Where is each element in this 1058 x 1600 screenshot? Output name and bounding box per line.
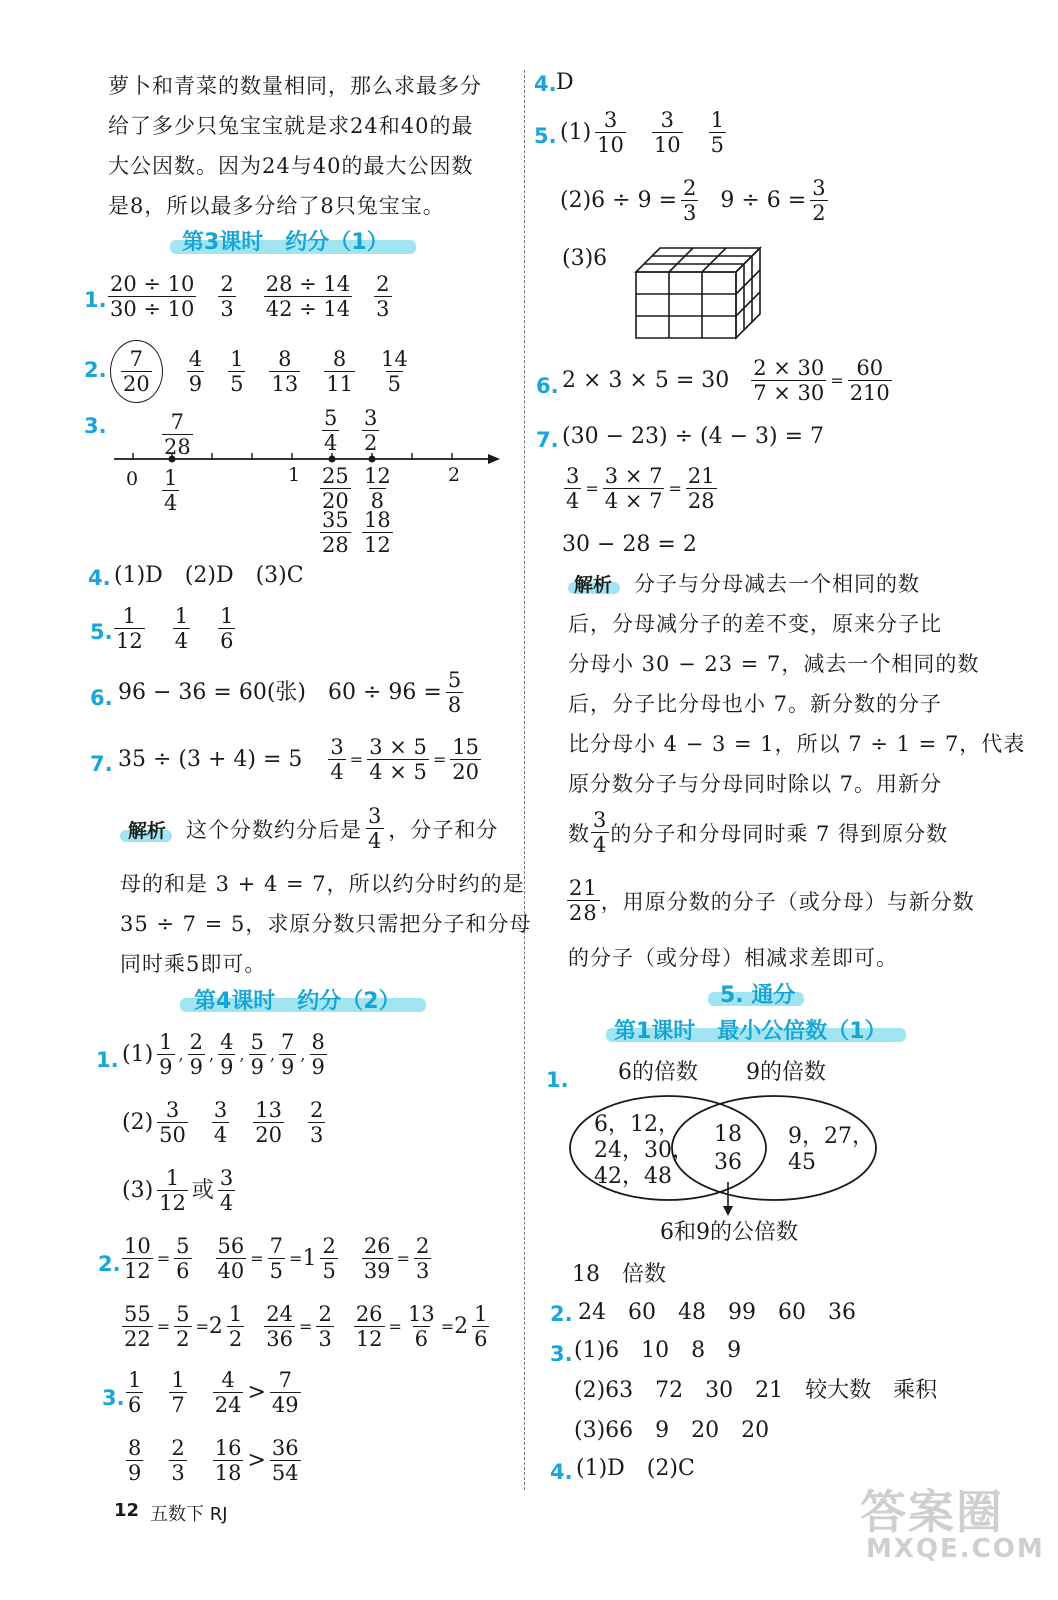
intro-line-1: 萝卜和青菜的数量相同，那么求最多分: [108, 74, 482, 98]
cube-figure: [630, 240, 770, 344]
r-l1-q1-answer: 18 倍数: [572, 1262, 666, 1287]
nl-below-1-4: $\frac{1}{4}$: [164, 466, 178, 515]
section-title: 5. 通分: [720, 983, 796, 1008]
r-jiexi-7: 数 3 4 的分子和分母同时乘 7 得到原分数: [568, 808, 949, 857]
l4-q2-row2: 55 22 = 5 2 = 2 1 2 24 36 = 2 3 26 12 = 13 6 = 2 1 6: [124, 1302, 488, 1351]
l3-q6-answer: 96 − 36 = 60(张) 60 ÷ 96 = $\frac{5}{8}$: [118, 668, 462, 717]
q-number: 1.: [84, 288, 107, 312]
q-number: 2.: [98, 1252, 121, 1276]
r-jiexi-5: 比分母小 4 − 3 = 1，所以 7 ÷ 1 = 7，代表: [568, 732, 1026, 756]
l4-q1-1: (1) 1 9 , 2 9 , 4 9 , 5 9 , 7 9 , 8 9: [122, 1030, 325, 1079]
lesson3-title: 第3课时 约分（1）: [182, 230, 389, 255]
q-number: 5.: [534, 124, 557, 148]
l3-q2-answer: $\frac{7}{20}$ 4 9 1 5 8 13 8 11 14 5: [110, 340, 414, 403]
nl-label-3-2: $\frac{3}{2}$: [364, 406, 378, 455]
lesson4-title: 第4课时 约分（2）: [194, 989, 401, 1014]
nl-below-18-12: $\frac{18}{12}$: [364, 508, 391, 557]
r-jiexi-1: 分子与分母减去一个相同的数: [634, 572, 920, 596]
tick-1: 1: [288, 464, 301, 486]
l4-q1-2: (2) 3 50 3 4 13 20 2 3: [122, 1098, 324, 1147]
nl-below-35-28: $\frac{35}{28}$: [322, 508, 349, 557]
watermark-url: MXQE.COM: [866, 1534, 1045, 1564]
jiexi-label: 解析: [574, 574, 613, 596]
r-l1-q3-3: (3)66 9 20 20: [574, 1418, 770, 1443]
r-jiexi-4: 后，分子比分母也小 7。新分数的分子: [568, 692, 943, 716]
jiexi-line-2: 母的和是 3 + 4 = 7，所以约分时约的是: [120, 872, 525, 896]
venn-mid-1: 18: [714, 1122, 742, 1147]
l4-q3-row1: 1 6 1 7 4 24 > 7 49: [128, 1368, 299, 1417]
l4-q2-row1: 10 12 = 5 6 56 40 = 7 5 = 1 2 5 26 39 = 2 3: [124, 1234, 430, 1283]
nl-below-12-8: $\frac{12}{8}$: [364, 464, 391, 513]
intro-line-4: 是8，所以最多分给了8只兔宝宝。: [108, 194, 445, 218]
r-jiexi-3: 分母小 30 − 23 = 7，减去一个相同的数: [568, 652, 980, 676]
r-l1-q3-1: (1)6 10 8 9: [574, 1338, 742, 1363]
r-q7-eq2: 3 4 = 3 × 7 4 × 7 = 21 28: [566, 464, 715, 513]
jiexi-line-4: 同时乘5即可。: [120, 952, 267, 976]
point-five-quarters: [329, 456, 336, 463]
jiexi-line-1: 这个分数约分后是 3 4 ，分子和分: [186, 804, 499, 853]
venn-mid-2: 36: [714, 1150, 742, 1175]
q-number: 5.: [90, 620, 113, 644]
r-q5-2: (2)6 ÷ 9 = $\frac{2}{3}$ 9 ÷ 6 = $\frac{3}{2}$: [560, 176, 826, 225]
q-number: 2.: [550, 1302, 573, 1326]
jiexi-line-3: 35 ÷ 7 = 5，求原分数只需把分子和分母: [120, 912, 532, 936]
column-divider: [524, 70, 525, 1490]
venn-right-2: 45: [788, 1150, 816, 1175]
venn-right-1: 9，27，: [788, 1124, 874, 1149]
l3-q7-answer: 35 ÷ (3 + 4) = 5 3 4 = 3 × 5 4 × 5 = 15 20: [118, 735, 480, 784]
l4-q3-row2: 8 9 2 3 16 18 > 36 54: [128, 1436, 299, 1485]
watermark-logo: 答案圈: [860, 1485, 1004, 1539]
r-jiexi-6: 原分数分子与分母同时除以 7。用新分: [568, 772, 943, 796]
r-l1-q3-2: (2)63 72 30 21 较大数 乘积: [574, 1378, 938, 1403]
venn-left-1: 6，12，: [594, 1112, 680, 1137]
tick-0: 0: [126, 468, 139, 490]
q-number: 1.: [546, 1068, 569, 1092]
r-q6-answer: 2 × 3 × 5 = 30 2 × 30 7 × 30 = 60 210: [562, 356, 890, 405]
nl-below-25-20: $\frac{25}{20}$: [322, 464, 349, 513]
r-jiexi-2: 后，分母减分子的差不变，原来分子比: [568, 612, 942, 636]
q-number: 4.: [534, 72, 557, 96]
q-number: 7.: [536, 428, 559, 452]
l3-q1-answer: 20 ÷ 10 30 ÷ 10 2 3 28 ÷ 14 42 ÷ 14 2 3: [110, 272, 390, 321]
l3-q5-answer: 1 12 1 4 1 6: [116, 604, 234, 653]
r-jiexi-8: 21 28 ，用原分数的分子（或分母）与新分数: [569, 876, 975, 925]
q-number: 4.: [88, 566, 111, 590]
q-number: 1.: [96, 1048, 119, 1072]
q-number: 2.: [84, 358, 107, 382]
nl-label-7-28: $\frac{7}{28}$: [164, 410, 191, 459]
tick-2: 2: [448, 464, 461, 486]
venn-left-title: 6的倍数: [618, 1060, 698, 1085]
venn-right-title: 9的倍数: [746, 1060, 826, 1085]
r-q4-answer: D: [556, 70, 574, 95]
r-q5-3: (3)6: [562, 246, 608, 271]
circled-answer: $\frac{7}{20}$: [110, 340, 163, 403]
q-number: 4.: [550, 1460, 573, 1484]
lesson1-title: 第1课时 最小公倍数（1）: [614, 1019, 887, 1044]
r-q5-1: (1) 3 10 3 10 1 5: [560, 108, 725, 157]
q-number: 6.: [90, 686, 113, 710]
l3-q4-answer: (1)D (2)D (3)C: [114, 563, 304, 588]
l4-q1-3: (3) 1 12 或 3 4: [122, 1166, 234, 1215]
venn-left-3: 42，48: [594, 1164, 672, 1189]
r-q7-eq3: 30 − 28 = 2: [562, 532, 697, 557]
q-number: 3.: [102, 1386, 125, 1410]
venn-caption: 6和9的公倍数: [660, 1220, 798, 1245]
q-number: 3.: [550, 1342, 573, 1366]
book-label: 五数下 RJ: [150, 1504, 228, 1525]
venn-left-2: 24，30，: [594, 1138, 694, 1163]
jiexi-label: 解析: [128, 820, 167, 842]
intro-line-3: 大公因数。因为24与40的最大公因数: [108, 154, 474, 178]
point-three-halves: [369, 456, 376, 463]
r-l1-q2-answer: 24 60 48 99 60 36: [578, 1300, 856, 1325]
q-number: 3.: [84, 414, 107, 438]
nl-label-5-4: $\frac{5}{4}$: [324, 406, 338, 455]
q-number: 7.: [90, 752, 113, 776]
r-jiexi-9: 的分子（或分母）相减求差即可。: [568, 946, 898, 970]
page-number: 12: [114, 1500, 140, 1521]
r-q7-eq1: (30 − 23) ÷ (4 − 3) = 7: [562, 424, 824, 449]
r-l1-q4-answer: (1)D (2)C: [576, 1456, 695, 1481]
q-number: 6.: [536, 374, 559, 398]
intro-line-2: 给了多少只兔宝宝就是求24和40的最: [108, 114, 474, 138]
